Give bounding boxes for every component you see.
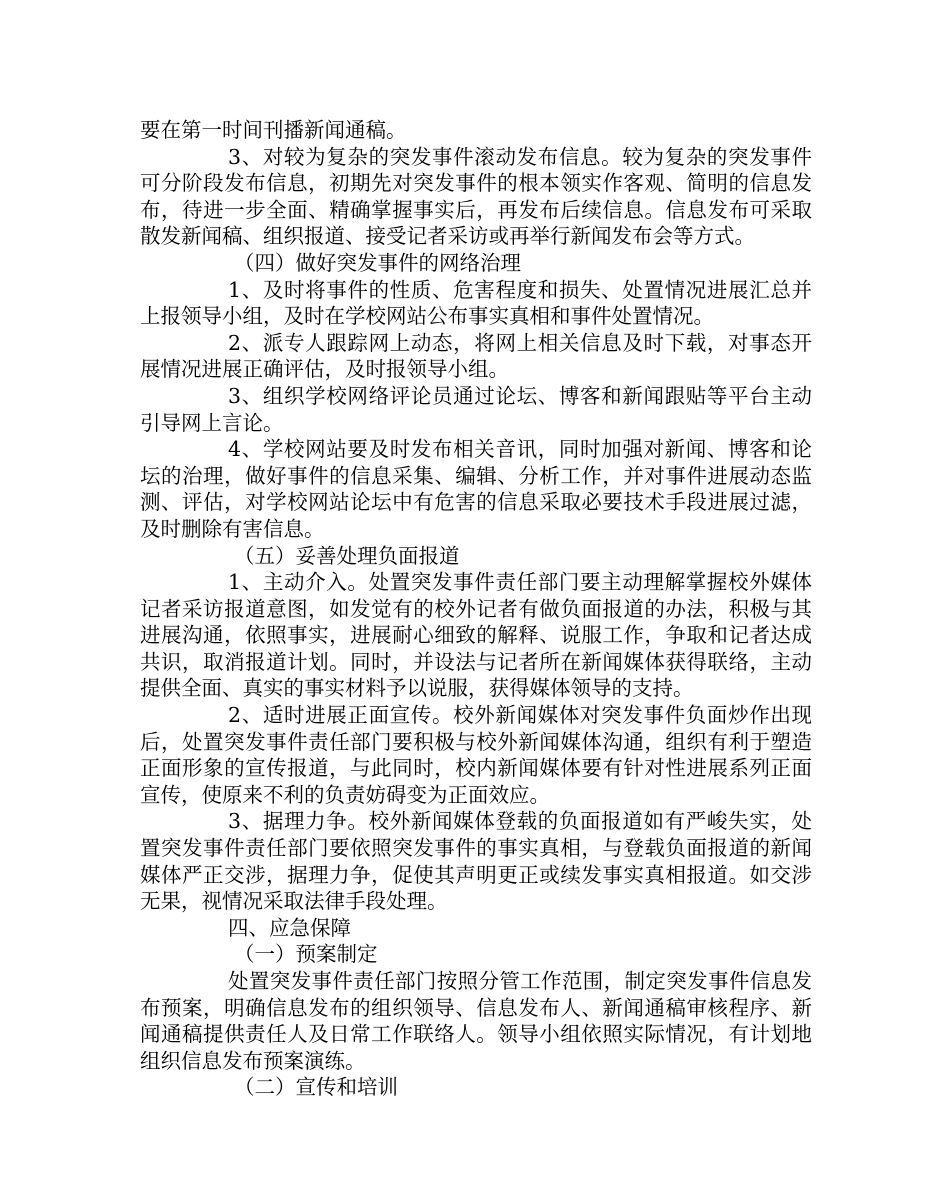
- chapter-heading: 四、应急保障: [228, 915, 351, 940]
- section-heading: （一）预案制定: [234, 942, 378, 967]
- section-heading: （五）妥善处理负面报道: [234, 543, 460, 568]
- paragraph: 1、主动介入。处置突发事件责任部门要主动理解掌握校外媒体记者采访报道意图，如发觉有的校外记者有做负面报道的办法，积极与其进展沟通，依照事实，进展耐心细致的解释、说服工作，争取和记者达成共识，取消报道计划。同时，并设法与记者所在新闻媒体获得联络，主动提供全面、真实的事实材料予以说服，获得媒体领导的支持。: [140, 570, 812, 701]
- document-page: [140, 117, 812, 1101]
- section-heading: （四）做好突发事件的网络治理: [234, 250, 521, 275]
- paragraph: 3、据理力争。校外新闻媒体登载的负面报道如有严峻失实，处置突发事件责任部门要依照突发事件的事实真相，与登载负面报道的新闻媒体严正交涉，据理力争，促使其声明更正或续发事实真相报道。如交涉无果，视情况采取法律手段处理。: [140, 809, 812, 914]
- paragraph: 4、学校网站要及时发布相关音讯，同时加强对新闻、博客和论坛的治理，做好事件的信息采集、编辑、分析工作，并对事件进展动态监测、评估，对学校网站论坛中有危害的信息采取必要技术手段进展过滤，及时删除有害信息。: [140, 437, 812, 541]
- section-heading: （二）宣传和培训: [234, 1075, 398, 1100]
- paragraph: 处置突发事件责任部门按照分管工作范围，制定突发事件信息发布预案，明确信息发布的组织领导、信息发布人、新闻通稿审核程序、新闻通稿提供责任人及日常工作联络人。领导小组依照实际情况，有计划地组织信息发布预案演练。: [140, 969, 812, 1073]
- paragraph: 要在第一时间刊播新闻通稿。: [140, 118, 407, 142]
- paragraph: 3、对较为复杂的突发事件滚动发布信息。较为复杂的突发事件可分阶段发布信息，初期先对突发事件的根本领实作客观、简明的信息发布，待进一步全面、精确掌握事实后，再发布后续信息。信息发布可采取散发新闻稿、组织报道、接受记者采访或再举行新闻发布会等方式。: [140, 144, 812, 249]
- paragraph: 2、适时进展正面宣传。校外新闻媒体对突发事件负面炒作出现后，处置突发事件责任部门要积极与校外新闻媒体沟通，组织有利于塑造正面形象的宣传报道，与此同时，校内新闻媒体要有针对性进展系列正面宣传，使原来不利的负责妨碍变为正面效应。: [140, 703, 812, 807]
- paragraph: 1、及时将事件的性质、危害程度和损失、处置情况进展汇总并上报领导小组，及时在学校网站公布事实真相和事件处置情况。: [140, 277, 812, 329]
- paragraph: 2、派专人跟踪网上动态，将网上相关信息及时下载，对事态开展情况进展正确评估，及时报领导小组。: [140, 330, 812, 382]
- paragraph: 3、组织学校网络评论员通过论坛、博客和新闻跟贴等平台主动引导网上言论。: [140, 383, 812, 435]
